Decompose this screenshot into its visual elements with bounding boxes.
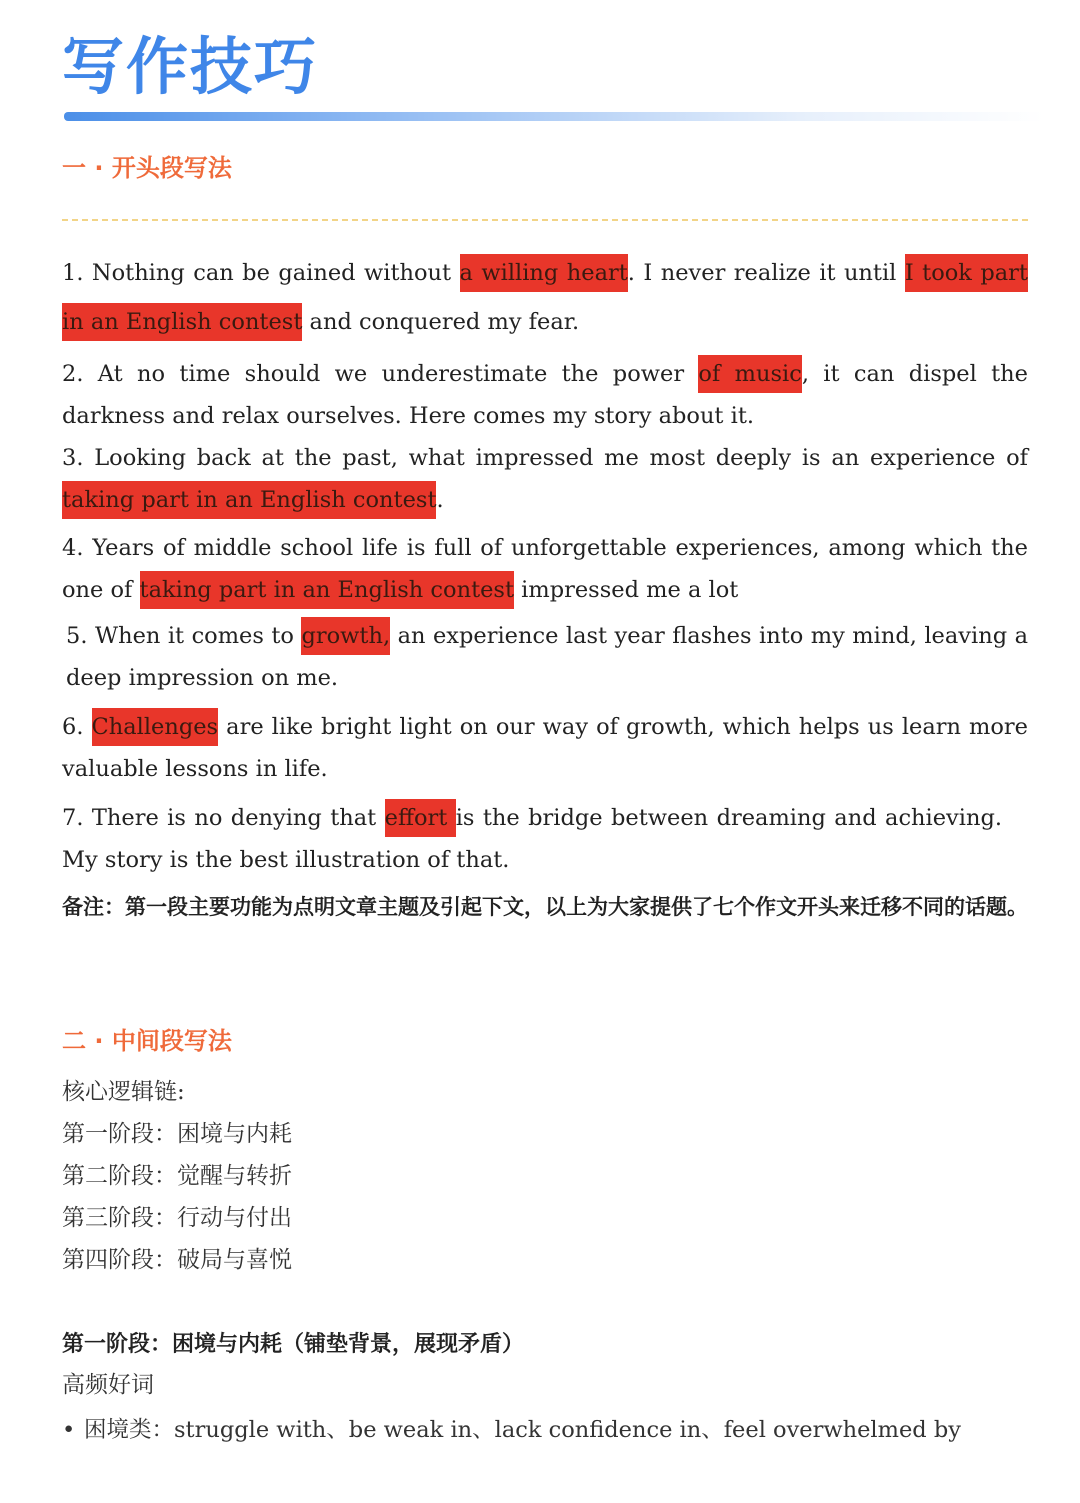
- dashed-divider: [62, 219, 1028, 221]
- sentence-text: . I never realize it until: [627, 260, 905, 286]
- sentence-text: and conquered my fear.: [302, 309, 580, 335]
- sentence-text: 5. When it comes to: [66, 623, 302, 649]
- highlighted-phrase: effort: [385, 799, 456, 837]
- vocab-title: 高频好词: [62, 1372, 154, 1398]
- opening-sentence-3: [62, 437, 1028, 521]
- stage-item: 第三阶段：行动与付出: [62, 1205, 292, 1231]
- page-title: 写作技巧: [62, 30, 319, 103]
- sentence-text: are like bright light on our way of growth, which helps us learn more valuable lessons in life.: [62, 714, 1028, 782]
- sentence-text: 7. There is no denying that: [62, 805, 385, 831]
- opening-sentence-5: [66, 615, 1028, 699]
- highlighted-phrase: taking part in an English contest: [140, 571, 514, 609]
- sentence-text: 6.: [62, 714, 92, 740]
- section-heading-opening: 一 · 开头段写法: [62, 154, 232, 182]
- opening-sentence-4: [62, 527, 1028, 611]
- sentence-text: 1. Nothing can be gained without: [62, 260, 460, 286]
- stage-item: 第一阶段：困境与内耗: [62, 1121, 292, 1147]
- sentence-text: , it can dispel the darkness and relax ourselves. Here comes my story about it.: [62, 361, 1028, 429]
- highlighted-phrase: a willing heart: [460, 254, 628, 292]
- vocab-bullet-text: 困境类：struggle with、be weak in、lack confidence in、feel overwhelmed by: [84, 1417, 961, 1443]
- stage-item: 第四阶段：破局与喜悦: [62, 1247, 292, 1273]
- sentence-text: 3. Looking back at the past, what impressed me most deeply is an experience of: [62, 445, 1028, 471]
- opening-sentence-2: [62, 353, 1028, 437]
- sentence-text: an experience last year flashes into my mind, leaving a deep impression on me.: [66, 623, 1028, 691]
- opening-sentence-1: [62, 249, 1028, 347]
- opening-sentence-6: [62, 706, 1028, 790]
- section1-note: 备注：第一段主要功能为点明文章主题及引起下文，以上为大家提供了七个作文开头来迁移不同的话题。: [62, 895, 1028, 919]
- highlighted-phrase: I took part in an English contest: [62, 254, 1028, 341]
- sentence-text: is the bridge between dreaming and achieving. My story is the best illustration of that.: [62, 805, 1003, 873]
- logic-chain-title: 核心逻辑链:: [62, 1079, 185, 1105]
- bullet-dot-icon: •: [62, 1417, 76, 1443]
- highlighted-phrase: Challenges: [92, 708, 219, 746]
- opening-sentence-7: [62, 797, 1002, 881]
- highlighted-phrase: of music: [698, 355, 801, 393]
- section-heading-middle: 二 · 中间段写法: [62, 1027, 232, 1055]
- sentence-text: impressed me a lot: [514, 577, 739, 603]
- stage-item: 第二阶段：觉醒与转折: [62, 1163, 292, 1189]
- stage1-heading: 第一阶段：困境与内耗（铺垫背景，展现矛盾）: [62, 1332, 525, 1357]
- sentence-text: 4. Years of middle school life is full of unforgettable experiences, among which the one of: [62, 535, 1028, 603]
- title-underline: [64, 112, 1044, 121]
- sentence-text: .: [436, 487, 444, 513]
- vocab-bullet: [62, 1412, 961, 1444]
- highlighted-phrase: taking part in an English contest: [62, 481, 436, 519]
- sentence-text: 2. At no time should we underestimate the power: [62, 361, 699, 387]
- highlighted-phrase: growth,: [301, 617, 390, 655]
